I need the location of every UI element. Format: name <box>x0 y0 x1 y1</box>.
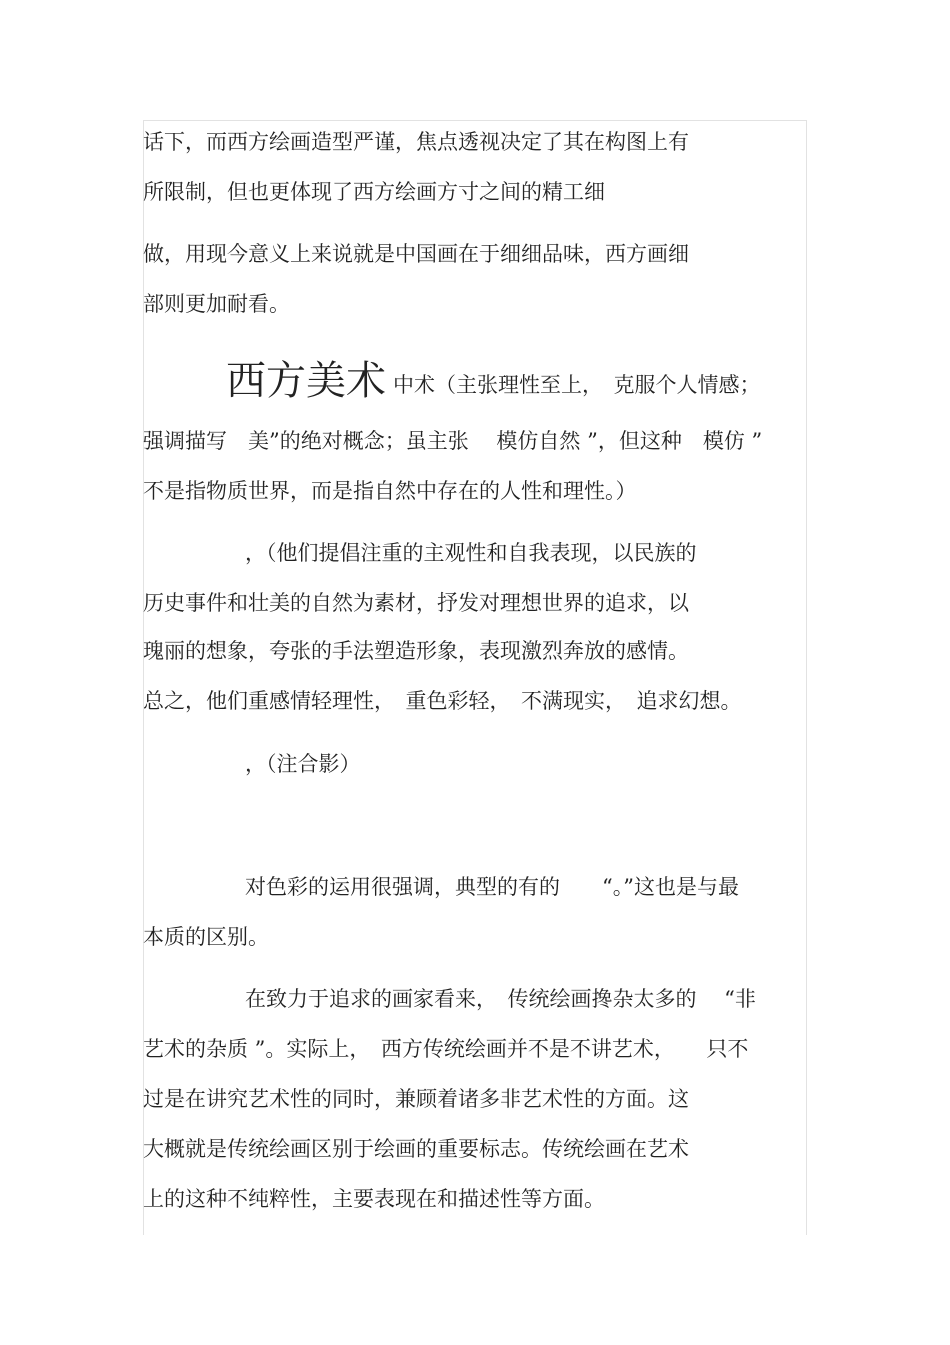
paragraph-line: 对色彩的运用很强调，典型的有的 “。”这也是与最 <box>245 875 739 899</box>
paragraph-line: 话下，而西方绘画造型严谨，焦点透视决定了其在构图上有 <box>143 130 689 154</box>
paragraph-line: 部则更加耐看。 <box>143 292 290 316</box>
paragraph-line: 过是在讲究艺术性的同时，兼顾着诸多非艺术性的方面。这 <box>143 1087 689 1111</box>
paragraph-line: 总之，他们重感情轻理性， 重色彩轻， 不满现实， 追求幻想。 <box>143 689 742 713</box>
paragraph-line: 所限制，但也更体现了西方绘画方寸之间的精工细 <box>143 180 605 204</box>
paragraph-line: 历史事件和壮美的自然为素材，抒发对理想世界的追求，以 <box>143 591 689 615</box>
section-title-tail: 中术（主张理性至上， 克服个人情感； <box>393 373 761 397</box>
paragraph-line: 瑰丽的想象，夸张的手法塑造形象，表现激烈奔放的感情。 <box>143 639 689 663</box>
paragraph-line: 上的这种不纯粹性，主要表现在和描述性等方面。 <box>143 1187 605 1211</box>
paragraph-line: 本质的区别。 <box>143 925 269 949</box>
page-frame <box>143 120 807 1235</box>
paragraph-line: ，（他们提倡注重的主观性和自我表现，以民族的 <box>245 541 697 565</box>
paragraph-line: 在致力于追求的画家看来， 传统绘画搀杂太多的 “非 <box>245 987 756 1011</box>
paragraph-line: 做，用现今意义上来说就是中国画在于细细品味，西方画细 <box>143 242 689 266</box>
paragraph-line: 不是指物质世界，而是指自然中存在的人性和理性。） <box>143 479 637 503</box>
paragraph-line: 强调描写 美”的绝对概念；虽主张 模仿自然 ”，但这种 模仿 ” <box>143 429 763 453</box>
section-title: 西方美术 <box>226 358 386 404</box>
paragraph-line: ，（注合影） <box>245 752 361 776</box>
paragraph-line: 大概就是传统绘画区别于绘画的重要标志。传统绘画在艺术 <box>143 1137 689 1161</box>
paragraph-line: 艺术的杂质 ”。实际上， 西方传统绘画并不是不讲艺术， 只不 <box>143 1037 749 1061</box>
